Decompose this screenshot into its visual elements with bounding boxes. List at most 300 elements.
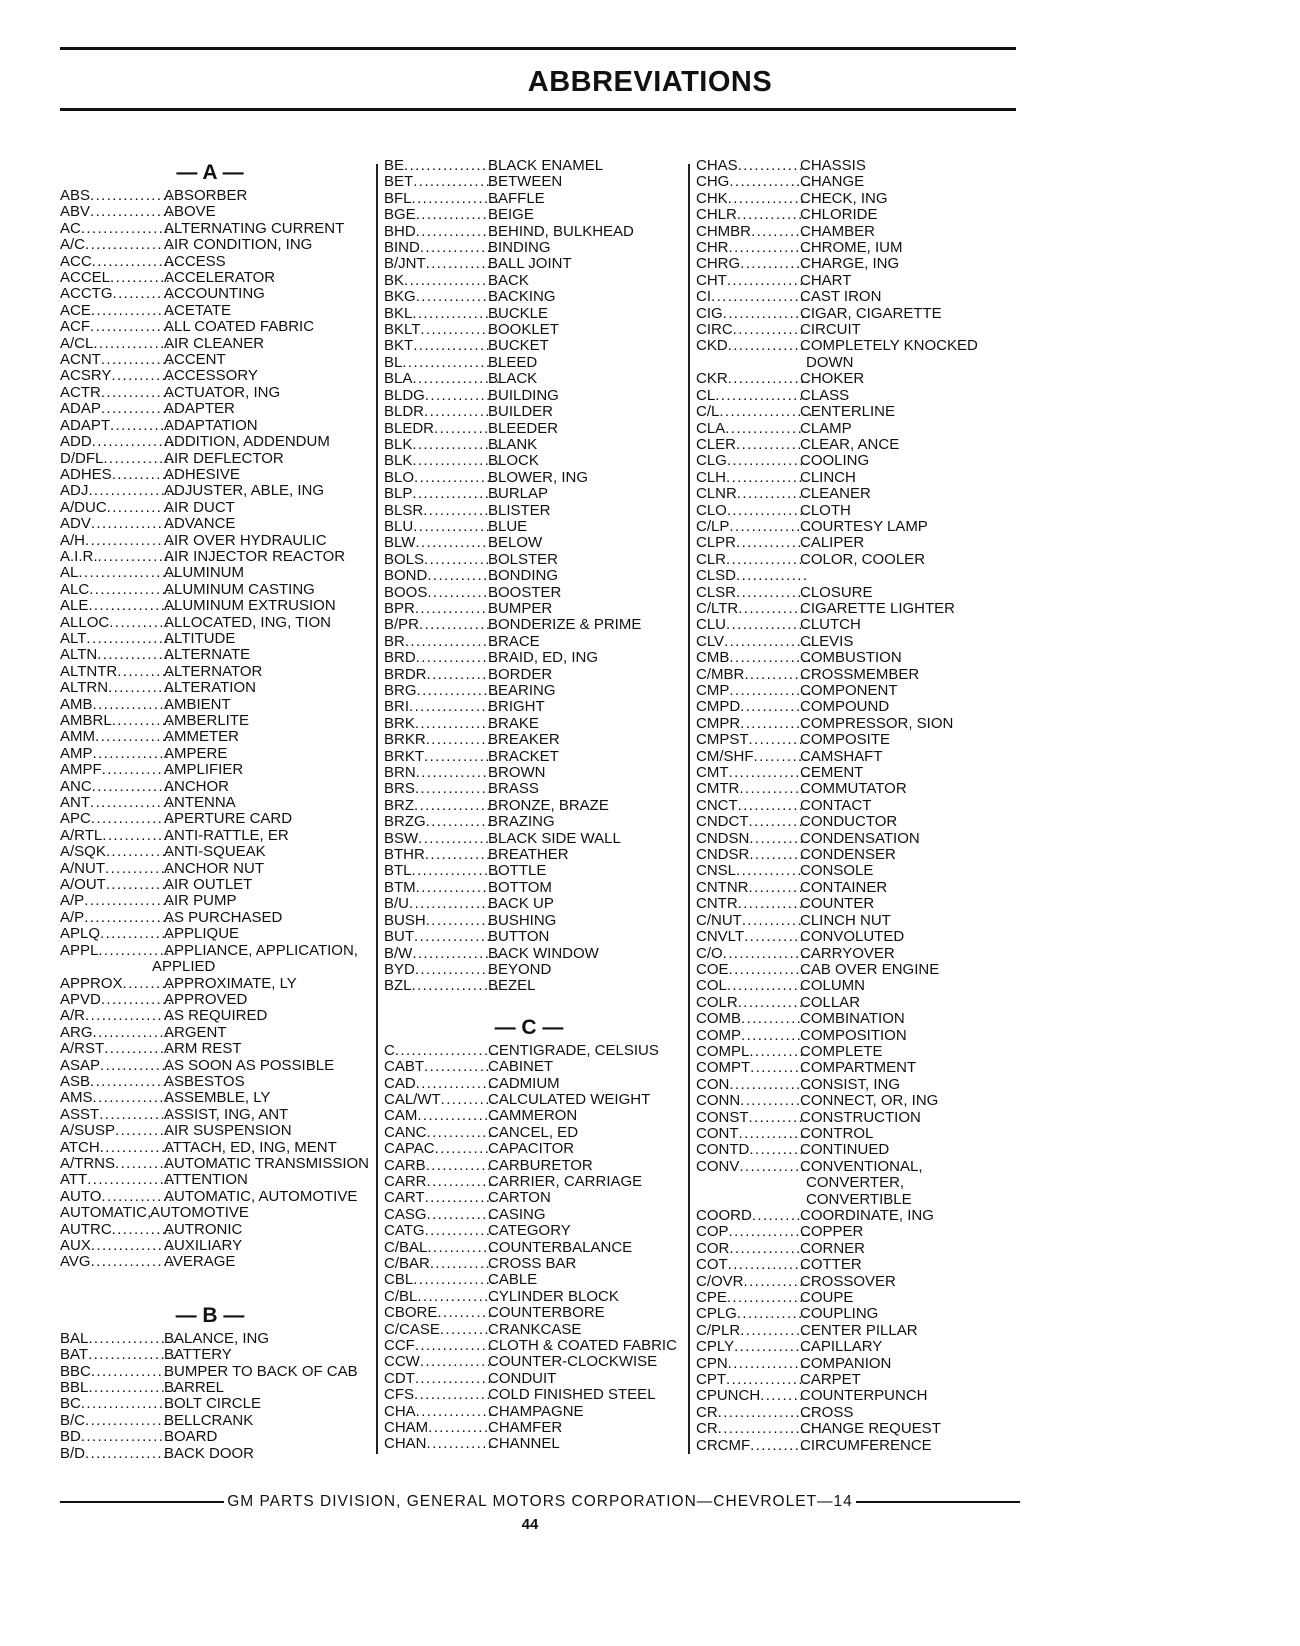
entry-abbreviation: CMPD (696, 698, 741, 716)
entry-definition: BALANCE, ING (164, 1329, 270, 1347)
entry-definition: CEMENT (800, 764, 864, 782)
entry-definition: COMPOSITE (800, 731, 891, 749)
leader-dots: .......... (439, 1320, 496, 1338)
abbreviation-entry (60, 254, 360, 270)
entry-definition: ANTI-SQUEAK (164, 843, 266, 861)
entry-definition: BEIGE (488, 206, 534, 224)
entry-definition: ALLOCATED, ING, TION (164, 613, 331, 631)
entry-abbreviation: C/MBR (696, 665, 745, 683)
entry-definition: CONSTRUCTION (800, 1108, 921, 1126)
entry-abbreviation: CL (696, 386, 716, 404)
entry-abbreviation: AUTRC (60, 1220, 112, 1238)
entry-definition: CARRIER, CARRIAGE (488, 1172, 643, 1190)
leader-dots: ............... (413, 337, 497, 355)
abbreviation-entry (60, 1347, 360, 1363)
entry-definition: AS PURCHASED (164, 908, 283, 926)
leader-dots: ............. (426, 665, 499, 683)
abbreviation-entry (384, 158, 674, 174)
leader-dots: ............. (736, 583, 809, 601)
abbreviation-entry (384, 765, 674, 781)
leader-dots: .......... (751, 222, 807, 240)
leader-dots: ............... (90, 1362, 175, 1380)
entry-abbreviation: BKG (384, 288, 416, 306)
entry-abbreviation: BBC (60, 1362, 91, 1380)
abbreviation-entry (60, 877, 360, 893)
entry-abbreviation: A/RST (60, 1040, 105, 1058)
entry-abbreviation: BKT (384, 337, 414, 355)
leader-dots: ............. (103, 449, 176, 467)
entry-definition: BELOW (488, 534, 543, 552)
abbreviation-entry (60, 615, 360, 631)
entry-definition: CONTINUED (800, 1141, 890, 1159)
entry-abbreviation: BTHR (384, 846, 425, 864)
abbreviation-entry (60, 516, 360, 532)
entry-definition: CROSSMEMBER (800, 665, 920, 683)
abbreviation-entry (384, 568, 674, 584)
abbreviation-entry (384, 749, 674, 765)
entry-definition: ALUMINUM (164, 564, 245, 582)
entry-definition: BRIGHT (488, 698, 545, 716)
entry-abbreviation: CLSD (696, 567, 737, 585)
entry-definition: CADMIUM (488, 1074, 560, 1092)
entry-definition: BLACK ENAMEL (488, 157, 604, 174)
abbreviation-entry (384, 831, 674, 847)
entry-abbreviation: ALT (60, 629, 87, 647)
entry-definition: CHOKER (800, 370, 865, 388)
leader-dots: ............. (739, 1157, 812, 1175)
entry-definition: BINDING (488, 239, 551, 257)
entry-definition: COTTER (800, 1256, 862, 1274)
entry-abbreviation: AC (60, 219, 81, 237)
entry-abbreviation: CARB (384, 1156, 426, 1174)
entry-abbreviation: AMPF (60, 761, 102, 779)
entry-abbreviation: BLSR (384, 501, 424, 519)
entry-abbreviation: CASG (384, 1205, 427, 1223)
leader-dots: ............ (740, 1092, 807, 1110)
entry-abbreviation: CNDSR (696, 846, 750, 864)
entry-definition: CONTACT (800, 796, 872, 814)
leader-dots: ................. (80, 1395, 176, 1413)
entry-abbreviation: ALE (60, 597, 89, 615)
entry-definition: APPLIQUE (164, 925, 240, 943)
abbreviation-entry (384, 781, 674, 797)
entry-definition: COUPLING (800, 1305, 879, 1323)
entry-abbreviation: CLNR (696, 485, 737, 503)
leader-dots: ............. (736, 485, 810, 503)
entry-definition: CLUTCH (800, 616, 861, 634)
entry-abbreviation: BPR (384, 599, 415, 617)
entry-definition: COLLAR (800, 993, 861, 1011)
leader-dots: ............... (92, 744, 177, 762)
entry-abbreviation: CI (696, 288, 711, 306)
entry-definition: CROSS (800, 1403, 854, 1421)
entry-abbreviation: ANC (60, 777, 92, 795)
abbreviation-entry (696, 519, 996, 535)
abbreviation-entry (60, 1380, 360, 1396)
entry-abbreviation: CKR (696, 370, 728, 388)
entry-definition: BOLSTER (488, 550, 559, 568)
leader-dots: ................ (88, 597, 178, 615)
leader-dots: ................ (412, 944, 502, 962)
abbreviation-entry (60, 418, 360, 434)
leader-dots: ........... (112, 285, 174, 303)
abbreviation-entry (696, 371, 996, 387)
leader-dots: ............... (414, 468, 498, 486)
entry-definition: CLEAR, ANCE (800, 435, 900, 453)
entry-abbreviation: B/C (60, 1411, 86, 1429)
entry-definition: BLACK SIDE WALL (488, 829, 621, 847)
abbreviation-entry (696, 503, 996, 519)
leader-dots: ................ (722, 304, 812, 322)
abbreviation-column-1 (60, 158, 370, 1462)
entry-abbreviation: A/C (60, 236, 86, 254)
leader-dots: ................ (88, 1379, 178, 1397)
abbreviation-entry (384, 207, 674, 223)
entry-definition: CANCEL, ED (488, 1123, 579, 1141)
entry-abbreviation: A/OUT (60, 876, 106, 894)
leader-dots: ............. (424, 403, 497, 421)
entry-abbreviation: A/NUT (60, 859, 105, 877)
abbreviation-entry (60, 1172, 360, 1188)
entry-definition: ACCESSORY (164, 367, 258, 385)
leader-dots: ............... (415, 534, 499, 552)
leader-dots: ................ (412, 304, 502, 322)
entry-definition: ADJUSTER, ABLE, ING (164, 482, 325, 500)
abbreviation-entry (384, 978, 674, 994)
leader-dots: .......... (751, 1207, 808, 1224)
abbreviation-entry (60, 631, 360, 647)
leader-dots: ............. (99, 1105, 172, 1123)
entry-abbreviation: A/SUSP (60, 1122, 116, 1140)
entry-abbreviation: C/BAL (384, 1238, 428, 1256)
section-heading: — B — (175, 1303, 245, 1327)
entry-definition: CABINET (488, 1058, 554, 1076)
entry-definition: CONDENSATION (800, 829, 920, 847)
leader-dots: .............. (418, 829, 497, 847)
entry-abbreviation: COMP (696, 1026, 741, 1044)
entry-definition: CONDENSER (800, 846, 896, 864)
leader-dots: ............. (737, 796, 811, 814)
entry-abbreviation: CHLR (696, 206, 737, 224)
leader-dots: ............ (104, 1040, 171, 1058)
abbreviation-entry (60, 352, 360, 368)
entry-abbreviation: A/RTL (60, 826, 103, 844)
entry-abbreviation: CLG (696, 452, 727, 470)
entry-definition: CLINCH (800, 468, 856, 486)
entry-definition: COUPE (800, 1289, 854, 1307)
column-divider (376, 164, 378, 1454)
leader-dots: ............. (423, 501, 496, 519)
entry-definition: CIRCUIT (800, 321, 861, 339)
entry-definition: ACCELERATOR (164, 269, 276, 287)
abbreviation-entry (384, 388, 674, 404)
footer-text: GM PARTS DIVISION, GENERAL MOTORS CORPORATION—CHEVROLET—14 (227, 1493, 853, 1510)
entry-definition: BAFFLE (488, 189, 545, 207)
entry-definition: CATEGORY (488, 1222, 571, 1240)
entry-definition: BACK WINDOW (488, 944, 599, 962)
entry-definition: CLOTH (800, 501, 851, 519)
abbreviation-entry (60, 1429, 360, 1445)
entry-definition: COLOR, COOLER (800, 550, 926, 568)
entry-abbreviation: BLW (384, 534, 416, 552)
entry-abbreviation: BUSH (384, 911, 426, 929)
leader-dots: ......... (122, 974, 173, 992)
abbreviation-entry (60, 549, 360, 565)
leader-dots: ............... (415, 1402, 500, 1420)
entry-abbreviation: CPLG (696, 1305, 737, 1323)
entry-abbreviation: CAL/WT (384, 1090, 441, 1108)
leader-dots: ............ (740, 698, 807, 716)
entry-abbreviation: BAT (60, 1346, 89, 1364)
abbreviation-entry (696, 749, 996, 765)
entry-abbreviation: BSW (384, 829, 419, 847)
leader-dots: ............... (90, 301, 175, 319)
entry-abbreviation: CHAS (696, 157, 738, 174)
entry-abbreviation: CPUNCH (696, 1387, 761, 1405)
leader-dots: ............. (424, 846, 498, 864)
leader-dots: ................ (412, 370, 502, 388)
entry-abbreviation: CM/SHF (696, 747, 754, 765)
entry-abbreviation: COORD (696, 1207, 752, 1224)
abbreviation-entry (60, 1222, 360, 1238)
entry-abbreviation: COR (696, 1239, 730, 1257)
abbreviation-entry (384, 732, 674, 748)
entry-abbreviation: CNDSN (696, 829, 750, 847)
leader-dots: ................... (394, 1041, 501, 1059)
leader-dots: ................ (411, 189, 501, 207)
entry-abbreviation: CHR (696, 239, 729, 257)
abbreviation-entry (696, 289, 996, 305)
entry-definition: BLOCK (488, 452, 539, 470)
entry-definition: CLASS (800, 386, 850, 404)
leader-dots: .......... (753, 747, 810, 765)
entry-abbreviation: CMTR (696, 780, 740, 798)
entry-abbreviation: CABT (384, 1058, 425, 1076)
entry-definition: ASBESTOS (164, 1072, 245, 1090)
leader-dots: ............ (741, 1026, 808, 1044)
entry-definition: AUTOMOTIVE (150, 1204, 249, 1222)
leader-dots: ............... (90, 187, 174, 204)
abbreviation-entry (696, 421, 996, 437)
entry-abbreviation: B/U (384, 895, 410, 913)
entry-definition: AMBIENT (164, 695, 231, 713)
entry-abbreviation: APPL (60, 941, 99, 959)
abbreviation-entry (696, 338, 996, 354)
leader-dots: ............... (90, 1237, 175, 1254)
abbreviation-entry (384, 1337, 677, 1355)
entry-definition: ATTACH, ED, ING, MENT (164, 1138, 337, 1156)
abbreviation-entry (60, 582, 360, 598)
abbreviation-entry (60, 188, 360, 204)
leader-dots: .................. (711, 288, 812, 306)
abbreviation-entry (384, 174, 674, 190)
abbreviation-entry (384, 453, 674, 469)
abbreviation-entry (696, 1159, 996, 1175)
entry-definition: AIR DEFLECTOR (164, 449, 284, 467)
entry-definition: AIR OUTLET (164, 876, 253, 894)
entry-abbreviation: ABS (60, 187, 91, 204)
entry-definition: COPPER (800, 1223, 864, 1241)
abbreviation-entry (384, 1108, 674, 1124)
entry-abbreviation: CONV (696, 1157, 740, 1175)
abbreviation-entry (696, 437, 996, 453)
abbreviation-entry (60, 385, 360, 401)
entry-abbreviation: CPLY (696, 1338, 735, 1356)
entry-definition: BRACKET (488, 747, 559, 765)
entry-term: AUTOMATIC, (60, 1204, 152, 1222)
leader-dots: ................ (85, 1007, 175, 1025)
abbreviation-entry (696, 978, 996, 994)
abbreviation-entry (60, 401, 360, 417)
abbreviation-entry (384, 1305, 674, 1321)
entry-abbreviation: A/P (60, 892, 85, 910)
entry-definition: BOOKLET (488, 321, 559, 339)
leader-dots: ........... (111, 465, 173, 483)
abbreviation-entry (384, 650, 674, 666)
leader-dots: ............... (414, 960, 499, 978)
leader-dots: ........... (110, 416, 172, 434)
entry-abbreviation: CCF (384, 1337, 415, 1355)
leader-dots: ............... (91, 252, 176, 270)
entry-definition: CALIPER (800, 534, 865, 552)
entry-abbreviation: C/L (696, 403, 720, 421)
entry-abbreviation: BBL (60, 1379, 89, 1397)
entry-abbreviation: CNCT (696, 796, 738, 814)
entry-abbreviation: ACSRY (60, 367, 112, 385)
entry-abbreviation: A/TRNS (60, 1154, 116, 1172)
abbreviation-entry (696, 962, 996, 978)
entry-abbreviation: BRZG (384, 813, 426, 831)
abbreviation-entry (696, 798, 996, 814)
entry-definition: AUTOMATIC TRANSMISSION (164, 1154, 370, 1172)
abbreviation-entry (696, 1011, 996, 1027)
leader-dots: ............ (740, 1321, 807, 1339)
entry-definition: ACTUATOR, ING (164, 383, 281, 401)
entry-abbreviation: BYD (384, 960, 415, 978)
abbreviation-entry (384, 617, 674, 633)
leader-dots: ............... (414, 928, 498, 946)
entry-abbreviation: CMP (696, 682, 730, 699)
abbreviation-entry (696, 174, 996, 190)
leader-dots: ................ (86, 629, 176, 647)
leader-dots: ................ (85, 1444, 175, 1462)
entry-abbreviation: BHD (384, 222, 416, 240)
abbreviation-entry (696, 240, 996, 256)
abbreviation-entry (60, 729, 360, 745)
abbreviation-entry (60, 1123, 360, 1139)
abbreviation-entry (384, 503, 674, 519)
entry-definition: BACK (488, 271, 529, 289)
section-spacer (384, 995, 674, 1013)
entry-definition: AUTRONIC (164, 1220, 243, 1238)
entry-definition: ADVANCE (164, 515, 236, 533)
abbreviation-entry (696, 158, 996, 174)
entry-definition: ATTENTION (164, 1171, 248, 1189)
abbreviation-entry (60, 844, 360, 860)
leader-dots: ........... (749, 829, 811, 847)
leader-dots: ............... (728, 960, 813, 978)
entry-definition: ANCHOR (164, 777, 230, 795)
entry-abbreviation: AL (60, 564, 79, 582)
abbreviation-entry (696, 404, 996, 420)
footer-rule-left (60, 1501, 224, 1503)
entry-abbreviation: CAPAC (384, 1140, 435, 1158)
leader-dots: ............. (101, 1187, 174, 1205)
entry-definition: COMBINATION (800, 1010, 905, 1028)
leader-dots: ................ (85, 236, 175, 254)
entry-definition: BUCKET (488, 337, 549, 355)
abbreviation-entry (384, 929, 674, 945)
abbreviation-entry (696, 306, 996, 322)
leader-dots: ............... (92, 1089, 177, 1107)
abbreviation-entry (696, 1306, 996, 1322)
leader-dots: .............. (97, 646, 176, 664)
entry-definition: CORNER (800, 1239, 866, 1257)
leader-dots: ............ (105, 843, 173, 861)
abbreviation-entry (384, 289, 674, 305)
entry-abbreviation: A/SQK (60, 843, 106, 861)
entry-definition: BONDING (488, 567, 559, 585)
entry-abbreviation: CLSR (696, 583, 737, 601)
abbreviation-entry (60, 664, 360, 680)
entry-abbreviation: ADHES (60, 465, 112, 483)
leader-dots: ................ (409, 895, 499, 913)
entry-definition: COMPANION (800, 1354, 892, 1372)
entry-definition: CHAMBER (800, 222, 876, 240)
entry-definition: AS REQUIRED (164, 1007, 268, 1025)
leader-dots: ............. (736, 435, 809, 453)
abbreviation-entry (696, 388, 996, 404)
entry-abbreviation: BUT (384, 928, 414, 946)
entry-abbreviation: B/PR (384, 616, 420, 634)
leader-dots: ............. (424, 1222, 497, 1240)
leader-dots: ............. (102, 826, 175, 844)
entry-abbreviation: BOND (384, 567, 428, 585)
entry-definition: BORDER (488, 665, 553, 683)
abbreviation-entry (384, 1076, 674, 1092)
leader-dots: ............... (90, 203, 174, 221)
entry-definition: BUCKLE (488, 304, 549, 322)
leader-dots: ............. (100, 351, 174, 369)
entry-abbreviation: B/JNT (384, 255, 426, 273)
entry-abbreviation: C/BL (384, 1287, 418, 1305)
entry-definition: ALUMINUM CASTING (164, 580, 315, 598)
entry-definition: CYLINDER BLOCK (488, 1287, 619, 1305)
entry-definition: CHANGE REQUEST (800, 1420, 941, 1438)
leader-dots: ............. (737, 993, 811, 1011)
leader-dots: ............... (90, 515, 175, 533)
entry-abbreviation: CATG (384, 1222, 425, 1240)
leader-dots: ............. (426, 1435, 499, 1453)
entry-abbreviation: BAL (60, 1329, 89, 1347)
leader-dots: ............ (740, 714, 807, 732)
entry-abbreviation: ACTR (60, 383, 101, 401)
entry-abbreviation: CLU (696, 616, 727, 634)
entry-definition: COMPLETE (800, 1042, 883, 1060)
leader-dots: ............... (413, 517, 497, 535)
leader-dots: ................ (412, 452, 502, 470)
entry-definition: CARBURETOR (488, 1156, 593, 1174)
leader-dots: ................. (80, 219, 176, 237)
leader-dots: ............. (424, 386, 498, 404)
entry-abbreviation: BRDR (384, 665, 427, 683)
definition-continuation: APPLIED (152, 958, 216, 976)
abbreviation-entry (384, 798, 674, 814)
entry-abbreviation: ALTN (60, 646, 98, 664)
entry-abbreviation: A/H (60, 531, 86, 549)
abbreviation-entry (696, 1208, 996, 1224)
entry-abbreviation: CBORE (384, 1304, 438, 1322)
